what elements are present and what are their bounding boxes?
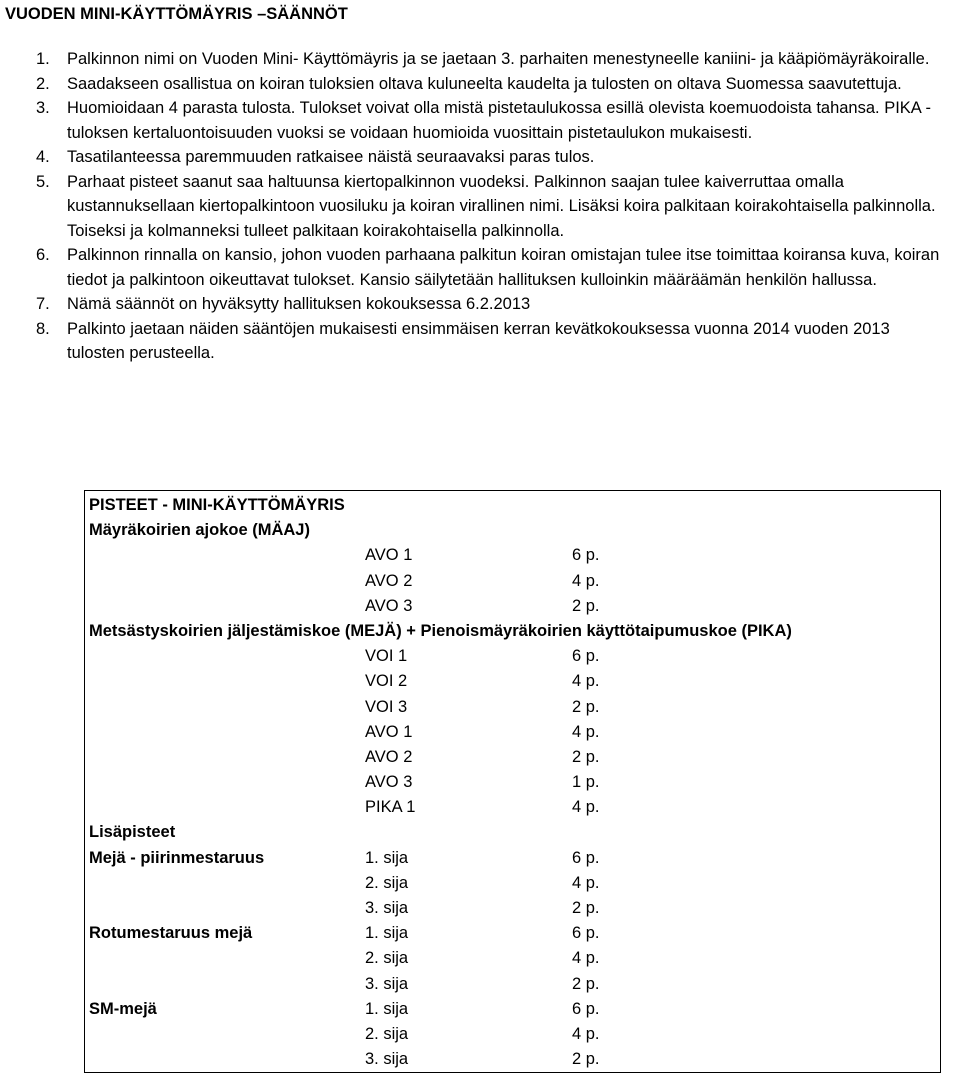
points-row-points: 4 p. xyxy=(572,722,600,741)
points-row-class: 3. sija xyxy=(365,974,409,993)
points-row-class: PIKA 1 xyxy=(365,798,416,817)
points-row-points: 2 p. xyxy=(572,697,600,716)
points-row-class: VOI 1 xyxy=(365,647,408,666)
points-row-label: PISTEET - MINI-KÄYTTÖMÄYRIS xyxy=(89,496,345,514)
points-row-class: AVO 3 xyxy=(365,596,413,615)
points-row-points: 4 p. xyxy=(572,798,600,817)
points-row-class: 1. sija xyxy=(365,924,409,943)
points-row-class: 1. sija xyxy=(365,999,409,1018)
points-row-class: 2. sija xyxy=(365,949,409,968)
points-row-points: 2 p. xyxy=(572,1050,600,1069)
points-row-points: 4 p. xyxy=(572,1024,600,1043)
rule-item xyxy=(0,72,960,97)
rule-number: 6. xyxy=(36,246,50,264)
points-row-class: AVO 2 xyxy=(365,571,413,590)
points-row-class: AVO 1 xyxy=(365,546,413,565)
rule-item xyxy=(0,145,960,170)
points-row-points: 2 p. xyxy=(572,596,600,615)
points-row xyxy=(85,569,940,594)
rule-text: Nämä säännöt on hyväksytty hallituksen kokouksessa 6.2.2013 xyxy=(67,295,531,313)
rule-number: 1. xyxy=(36,50,50,68)
points-row xyxy=(85,846,940,871)
points-row-class: AVO 1 xyxy=(365,722,413,741)
points-row-class: 3. sija xyxy=(365,899,409,917)
rule-item xyxy=(0,243,960,292)
points-row xyxy=(85,921,940,946)
rule-number: 7. xyxy=(36,295,50,313)
points-row xyxy=(85,795,940,820)
points-row xyxy=(85,946,940,971)
points-row xyxy=(85,695,940,720)
rule-number: 2. xyxy=(36,74,50,93)
points-row-points: 4 p. xyxy=(572,873,600,892)
rule-number: 5. xyxy=(36,172,50,191)
points-row-class: 2. sija xyxy=(365,1024,409,1043)
points-row xyxy=(85,720,940,745)
points-row xyxy=(85,1047,940,1072)
document-title: VUODEN MINI-KÄYTTÖMÄYRIS –SÄÄNNÖT xyxy=(5,5,348,23)
points-row-points: 6 p. xyxy=(572,848,600,867)
points-row-points: 1 p. xyxy=(572,773,600,792)
rule-text: Palkinto jaetaan näiden sääntöjen mukaisesti ensimmäisen kerran kevätkokouksessa vuonna 2014 vuoden 2013 tulosten perusteella. xyxy=(67,319,890,362)
points-row xyxy=(85,820,940,845)
points-row xyxy=(85,997,940,1022)
points-row-points: 4 p. xyxy=(572,672,600,691)
points-row xyxy=(85,1022,940,1047)
points-row-class: 1. sija xyxy=(365,848,409,867)
points-row xyxy=(85,493,940,518)
rule-item xyxy=(0,317,960,366)
rule-text: Parhaat pisteet saanut saa haltuunsa kiertopalkinnon vuodeksi. Palkinnon saajan tulee kaiverruttaa omalla kustannuksellaan kiertopalkintoon vuosiluku ja koiran virallinen nimi. Lisäksi koira palkitaan koirakohtaisella palkinnolla. Toiseksi ja kolmanneksi tulleet palkitaan koirakohtaisella palkinnolla. xyxy=(67,172,936,240)
points-row-points: 4 p. xyxy=(572,949,600,968)
points-row-points: 6 p. xyxy=(572,999,600,1018)
points-row-points: 6 p. xyxy=(572,924,600,943)
points-row-points: 6 p. xyxy=(572,647,600,666)
rule-text: Huomioidaan 4 parasta tulosta. Tulokset voivat olla mistä pistetaulukossa esillä olevista koemuodoista tahansa. PIKA -tuloksen kertaluontoisuuden vuoksi se voidaan huomioida vuosittain pistetaulukon mukaisesti. xyxy=(67,99,931,142)
points-row xyxy=(85,871,940,896)
points-row-class: 2. sija xyxy=(365,873,409,892)
rule-item xyxy=(0,47,960,72)
points-row xyxy=(85,594,940,619)
points-row xyxy=(85,543,940,568)
rules-list xyxy=(0,47,960,366)
rule-item xyxy=(0,96,960,145)
points-row xyxy=(85,896,940,921)
rule-number: 8. xyxy=(36,319,50,338)
points-row-label: Rotumestaruus mejä xyxy=(89,924,253,943)
points-row-class: AVO 2 xyxy=(365,747,413,766)
points-row-class: VOI 3 xyxy=(365,697,408,716)
points-row xyxy=(85,644,940,669)
rule-text: Saadakseen osallistua on koiran tuloksien oltava kuluneelta kaudelta ja tulosten on oltava Suomessa saavutettuja. xyxy=(67,74,902,93)
points-row-points: 2 p. xyxy=(572,747,600,766)
points-row xyxy=(85,669,940,694)
points-row-label: SM-mejä xyxy=(89,999,157,1018)
rule-text: Palkinnon rinnalla on kansio, johon vuoden parhaana palkitun koiran omistajan tulee itse toimittaa koiransa kuva, koiran tiedot ja palkintoon oikeuttavat tulokset. Kansio säilytetään hallituksen kulloinkin määräämän henkilön hallussa. xyxy=(67,246,940,289)
points-row xyxy=(85,770,940,795)
rule-number: 3. xyxy=(36,99,50,117)
points-row xyxy=(85,745,940,770)
rule-text: Tasatilanteessa paremmuuden ratkaisee näistä seuraavaksi paras tulos. xyxy=(67,148,595,166)
points-row-class: VOI 2 xyxy=(365,672,408,691)
points-row-points: 2 p. xyxy=(572,899,600,917)
points-row-class: 3. sija xyxy=(365,1050,409,1069)
points-table xyxy=(84,490,941,1073)
points-row-points: 2 p. xyxy=(572,974,600,993)
points-row-label: Mäyräkoirien ajokoe (MÄAJ) xyxy=(89,521,310,540)
rule-item xyxy=(0,170,960,244)
rule-text: Palkinnon nimi on Vuoden Mini- Käyttömäyris ja se jaetaan 3. parhaiten menestyneelle kaniini- ja kääpiömäyräkoiralle. xyxy=(67,50,930,68)
points-row-label: Metsästyskoirien jäljestämiskoe (MEJÄ) + Pienoismäyräkoirien käyttötaipumuskoe (PIKA) xyxy=(89,621,792,640)
points-row-label: Lisäpisteet xyxy=(89,823,176,842)
points-row-points: 4 p. xyxy=(572,571,600,590)
points-row-class: AVO 3 xyxy=(365,773,413,792)
points-row xyxy=(85,972,940,997)
points-row xyxy=(85,518,940,543)
rule-number: 4. xyxy=(36,148,50,166)
points-row-label: Mejä - piirinmestaruus xyxy=(89,848,265,867)
points-row-points: 6 p. xyxy=(572,546,600,565)
rule-item xyxy=(0,292,960,317)
points-row xyxy=(85,619,940,644)
